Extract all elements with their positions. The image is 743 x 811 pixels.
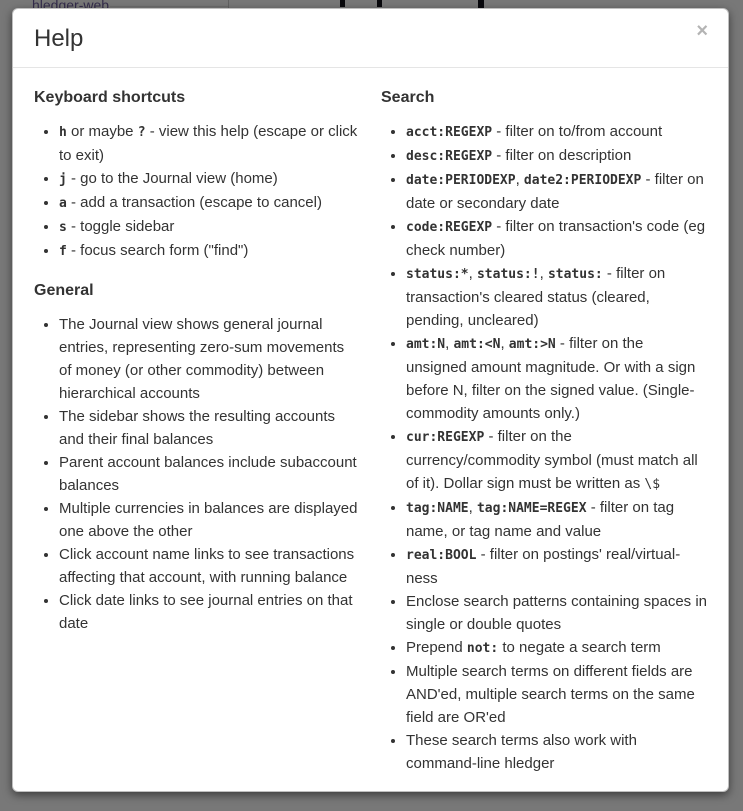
help-list-item xyxy=(59,405,360,451)
text-run: Multiple currencies in balances are displayed one above the other xyxy=(59,500,358,540)
code-term: status:! xyxy=(476,267,540,282)
code-term: status: xyxy=(547,267,603,282)
help-list-item xyxy=(59,191,360,215)
help-list-item xyxy=(406,590,707,636)
text-run: , xyxy=(500,335,509,352)
text-run: , xyxy=(515,171,524,188)
help-list-item xyxy=(406,543,707,590)
text-run: to negate a search term xyxy=(498,639,661,656)
code-term: code:REGEXP xyxy=(406,220,493,235)
code-term: real:BOOL xyxy=(406,548,477,563)
code-term: \$ xyxy=(644,477,661,492)
help-list-item xyxy=(406,332,707,425)
text-run: Prepend xyxy=(406,639,467,656)
text-run: Click date links to see journal entries on that date xyxy=(59,592,353,632)
code-term: tag:NAME=REGEX xyxy=(476,501,587,516)
text-run: - filter on tag name, or tag name and value xyxy=(406,499,675,540)
help-list xyxy=(34,313,360,635)
help-list-item xyxy=(406,144,707,168)
text-run: The Journal view shows general journal entries, representing zero-sum movements of money (or other commodity) between hierarchical accounts xyxy=(59,316,345,402)
modal-body xyxy=(13,68,728,792)
text-run: - filter on date or secondary date xyxy=(406,171,704,212)
code-term: date2:PERIODEXP xyxy=(523,173,642,188)
text-run: - filter on transaction's code (eg check number) xyxy=(406,218,706,259)
help-list-item xyxy=(406,636,707,660)
close-icon[interactable]: × xyxy=(696,20,708,42)
text-run: - view this help (escape or click to exit) xyxy=(59,123,358,164)
text-run: Parent account balances include subaccount balances xyxy=(59,454,357,494)
modal-title: Help xyxy=(34,25,84,52)
text-run: , xyxy=(539,265,548,282)
text-run: , xyxy=(445,335,454,352)
text-run: - filter on description xyxy=(492,147,632,164)
code-term: ? xyxy=(137,125,146,140)
help-list-item xyxy=(59,451,360,497)
help-list-item xyxy=(59,120,360,167)
help-list-item xyxy=(406,215,707,262)
help-modal xyxy=(12,8,729,792)
text-run: - filter on transaction's cleared status (cleared, pending, uncleared) xyxy=(406,265,666,329)
text-run: These search terms also work with command-line hledger xyxy=(406,732,637,772)
code-term: acct:REGEXP xyxy=(406,125,493,140)
help-column-left xyxy=(34,88,360,792)
code-term: amt:N xyxy=(406,337,446,352)
code-term: h xyxy=(59,125,67,140)
help-list-item xyxy=(406,660,707,729)
text-run: - filter on the currency/commodity symbol (must match all of it). Dollar sign must be written as xyxy=(406,428,698,492)
text-run: - filter on postings' real/virtual-ness xyxy=(406,546,681,587)
section-heading: General xyxy=(34,282,94,299)
text-run: Multiple search terms on different fields are AND'ed, multiple search terms on the same field are OR'ed xyxy=(406,663,695,726)
code-term: date:PERIODEXP xyxy=(406,173,516,188)
code-term: s xyxy=(59,220,67,235)
help-column-right xyxy=(381,88,707,792)
section-heading: Keyboard shortcuts xyxy=(34,89,186,106)
code-term: desc:REGEXP xyxy=(406,149,493,164)
help-list-item xyxy=(59,497,360,543)
text-run: , xyxy=(468,265,477,282)
text-run: - filter on to/from account xyxy=(492,123,663,140)
code-term: f xyxy=(59,244,67,259)
text-run: The sidebar shows the resulting accounts and their final balances xyxy=(59,408,335,448)
modal-header xyxy=(13,9,728,68)
help-list-item xyxy=(59,313,360,405)
text-run: Click account name links to see transactions affecting that account, with running balance xyxy=(59,546,355,586)
text-run: - toggle sidebar xyxy=(66,218,175,235)
code-term: status:* xyxy=(406,267,469,282)
help-list-item xyxy=(59,215,360,239)
help-list-item xyxy=(59,167,360,191)
help-list-item xyxy=(406,120,707,144)
text-run: - focus search form ("find") xyxy=(66,242,249,259)
text-run: , xyxy=(468,499,477,516)
text-run: or maybe xyxy=(66,123,138,140)
text-run: - go to the Journal view (home) xyxy=(66,170,278,187)
code-term: tag:NAME xyxy=(406,501,469,516)
code-term: amt:>N xyxy=(508,337,556,352)
text-run: - filter on the unsigned amount magnitude. Or with a sign before N, filter on the signed value. (Single-commodity amounts only.) xyxy=(406,335,696,422)
code-term: j xyxy=(59,172,67,187)
code-term: not: xyxy=(466,641,499,656)
help-list-item xyxy=(406,729,707,775)
help-list-item xyxy=(406,425,707,496)
code-term: a xyxy=(59,196,67,211)
code-term: amt:<N xyxy=(453,337,501,352)
text-run: - add a transaction (escape to cancel) xyxy=(66,194,322,211)
help-list-item xyxy=(406,496,707,543)
help-list xyxy=(34,120,360,263)
help-list xyxy=(381,120,707,775)
help-list-item xyxy=(406,262,707,332)
help-list-item xyxy=(406,168,707,215)
code-term: cur:REGEXP xyxy=(406,430,485,445)
help-list-item xyxy=(59,239,360,263)
help-list-item xyxy=(59,589,360,635)
help-list-item xyxy=(59,543,360,589)
text-run: Enclose search patterns containing spaces in single or double quotes xyxy=(406,593,708,633)
section-heading: Search xyxy=(381,89,435,106)
